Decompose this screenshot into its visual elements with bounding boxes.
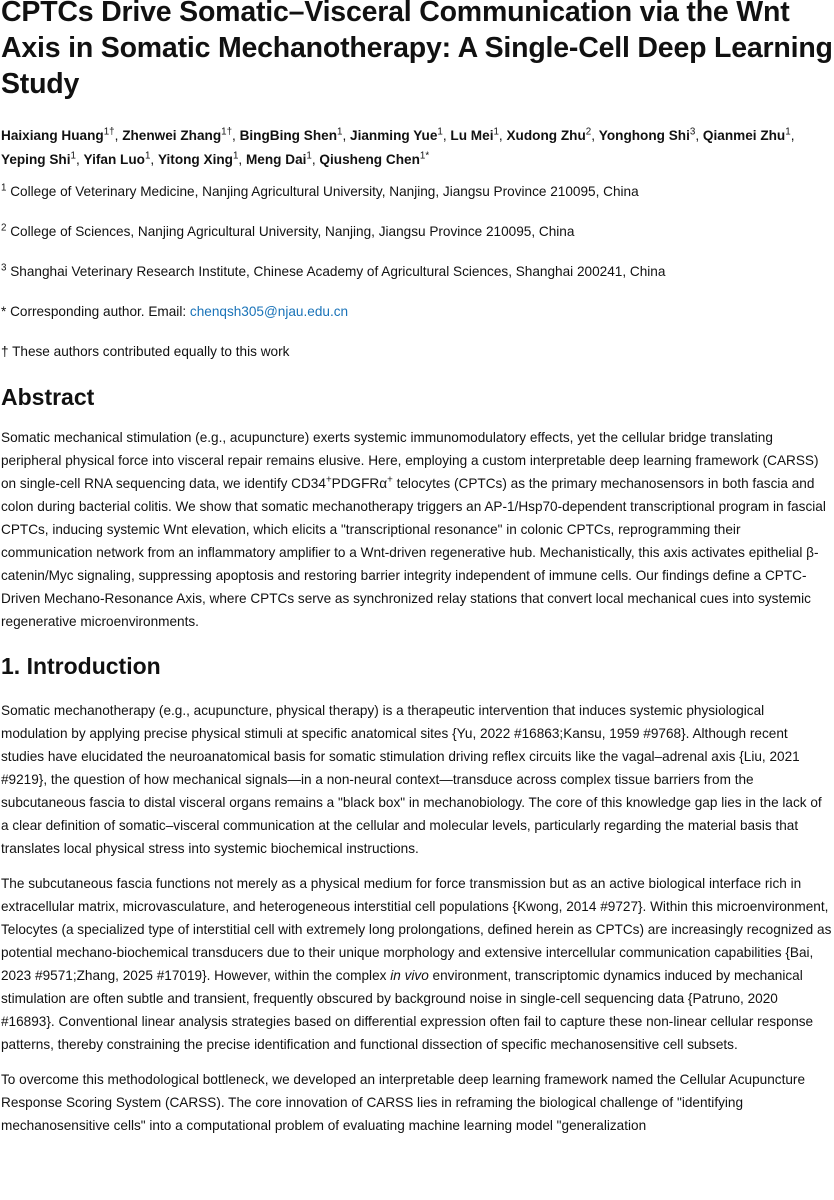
- abstract-segment: telocytes (CPTCs) as the primary mechanosensors in both fascia and colon during bacterial colitis. We show that somatic mechanotherapy triggers an AP-1/Hsp70-dependent transcriptional program in fascial CPTCs, inducing systemic Wnt elevation, which elicits a "transcriptional resonance" in colonic CPTCs, reprogramming their communication network from an inflammatory amplifier to a Wnt-driven regenerative hub. Mechanistically, this axis activates epithelial β-catenin/Myc signaling, suppressing apoptosis and restoring barrier integrity independent of immune cells. Our findings define a CPTC-Driven Mechano-Resonance Axis, where CPTCs serve as synchronized relay stations that convert local mechanical cues into systemic regenerative microenvironments.: [1, 476, 826, 629]
- affiliation-text: College of Veterinary Medicine, Nanjing Agricultural University, Nanjing, Jiangsu Province 210095, China: [10, 184, 639, 199]
- affiliation-text: College of Sciences, Nanjing Agricultural University, Nanjing, Jiangsu Province 210095, China: [10, 224, 575, 239]
- corresponding-author: [1, 302, 834, 322]
- author: Yeping Shi: [1, 152, 71, 167]
- abstract-text: [1, 426, 834, 633]
- separator: ,: [150, 152, 158, 167]
- author: Yifan Luo: [83, 152, 145, 167]
- intro-paragraph-2: [1, 872, 834, 1056]
- affiliation-3: [1, 262, 834, 282]
- author-affiliation-marker: 1: [144, 150, 151, 162]
- paragraph-segment: environment, transcriptomic dynamics induced by mechanical stimulation are often subtle and transient, frequently obscured by background noise in single-cell sequencing data {Patruno, 2020 #16893}. Conventional linear analysis strategies based on differential expression often fail to capture these non-linear cellular response patterns, thereby constraining the precise identification and functional dissection of specific mechanosensitive cell subsets.: [1, 968, 814, 1052]
- italic-term: in vivo: [390, 968, 429, 983]
- superscript: +: [325, 474, 332, 486]
- corresponding-label: * Corresponding author. Email:: [1, 304, 190, 319]
- separator: ,: [342, 128, 351, 143]
- author-affiliation-marker: 1: [232, 150, 239, 162]
- abstract-segment: Somatic mechanical stimulation (e.g., acupuncture) exerts systemic immunomodulatory effects, yet the cellular bridge translating peripheral physical force into visceral repair remains elusive. Here, employing a custom interpretable deep learning framework (CARSS) on single-cell RNA sequencing data, we identify CD34: [1, 430, 819, 491]
- author-affiliation-marker: 1: [437, 126, 443, 138]
- intro-paragraph-1: Somatic mechanotherapy (e.g., acupuncture, physical therapy) is a therapeutic intervention that induces systemic physiological modulation by applying precise physical stimuli at specific anatomical sites {Yu, 2022 #16863;Kansu, 1959 #9768}. Although recent studies have elucidated the neuroanatomical basis for somatic stimulation driving reflex circuits like the vagal–adrenal axis {Liu, 2021 #9219}, the question of how mechanical signals—in a non-neural context—transduce across complex tissue barriers from the subcutaneous fascia to distal visceral organs remains a "black box" in mechanobiology. The core of this knowledge gap lies in the lack of a clear definition of somatic–visceral communication at the cellular and molecular levels, particularly regarding the material basis that translates local physical stress into systemic biochemical instructions.: [1, 703, 822, 856]
- affiliation-text: Shanghai Veterinary Research Institute, Chinese Academy of Agricultural Sciences, Shanghai 200241, China: [10, 264, 666, 279]
- author-affiliation-marker: 1: [70, 150, 76, 162]
- author: Zhenwei Zhang: [122, 128, 222, 143]
- author-affiliation-marker: 1: [306, 150, 312, 162]
- author: Xudong Zhu: [506, 128, 586, 143]
- intro-paragraph-3: To overcome this methodological bottleneck, we developed an interpretable deep learning framework named the Cellular Acupuncture Response Scoring System (CARSS). The core innovation of CARSS lies in reframing the biological challenge of "identifying mechanosensitive cells" into a computational problem of evaluating machine learning model "generalization: [1, 1072, 806, 1133]
- author-affiliation-marker: 1: [337, 126, 343, 138]
- author: Haixiang Huang: [1, 128, 104, 143]
- separator: ,: [695, 128, 703, 143]
- email-link[interactable]: chenqsh305@njau.edu.cn: [189, 304, 349, 319]
- equal-contribution-note: † These authors contributed equally to this work: [1, 344, 290, 359]
- abstract-segment: PDGFRα: [331, 476, 388, 491]
- separator: ,: [442, 128, 451, 143]
- author-affiliation-marker: 1: [493, 126, 499, 138]
- author-affiliation-marker: 3: [689, 126, 696, 138]
- author: Meng Dai: [245, 152, 307, 167]
- separator: ,: [232, 128, 240, 143]
- paper-title: CPTCs Drive Somatic–Visceral Communication via the Wnt Axis in Somatic Mechanotherapy: A Single-Cell Deep Learning Study: [1, 0, 833, 100]
- superscript: +: [387, 474, 393, 486]
- abstract-heading: Abstract: [1, 384, 95, 410]
- separator: ,: [790, 128, 795, 143]
- author: BingBing Shen: [239, 128, 337, 143]
- author-affiliation-marker: 2: [585, 126, 592, 138]
- author: Yonghong Shi: [598, 128, 690, 143]
- affiliation-marker: 2: [1, 222, 7, 234]
- author: Lu Mei: [450, 128, 494, 143]
- author-affiliation-marker: 1†: [221, 126, 233, 138]
- author-list: [1, 124, 834, 172]
- author: Jianming Yue: [350, 128, 438, 143]
- separator: ,: [311, 152, 320, 167]
- separator: ,: [591, 128, 599, 143]
- affiliation-2: [1, 222, 834, 242]
- affiliation-1: [1, 182, 834, 202]
- separator: ,: [75, 152, 84, 167]
- separator: ,: [238, 152, 246, 167]
- author: Yitong Xing: [157, 152, 233, 167]
- author-affiliation-marker: 1†: [103, 126, 115, 138]
- author-affiliation-marker: 1: [785, 126, 791, 138]
- author: Qianmei Zhu: [702, 128, 786, 143]
- introduction-heading: 1. Introduction: [1, 653, 161, 679]
- separator: ,: [498, 128, 507, 143]
- separator: ,: [114, 128, 123, 143]
- affiliation-marker: 1: [1, 182, 7, 194]
- author-affiliation-marker: 1*: [419, 150, 430, 162]
- paragraph-segment: The subcutaneous fascia functions not merely as a physical medium for force transmission but as an active biological interface rich in extracellular matrix, microvasculature, and heterogeneous interstitial cell populations {Kwong, 2014 #9727}. Within this microenvironment, Telocytes (a specialized type of interstitial cell with extremely long prolongations, defined herein as CPTCs) are increasingly recognized as potential mechano-biochemical transducers due to their unique morphology and extensive intercellular communication capabilities {Bai, 2023 #9571;Zhang, 2025 #17019}. However, within the complex: [1, 876, 832, 983]
- affiliation-marker: 3: [1, 262, 7, 274]
- author: Qiusheng Chen: [319, 152, 420, 167]
